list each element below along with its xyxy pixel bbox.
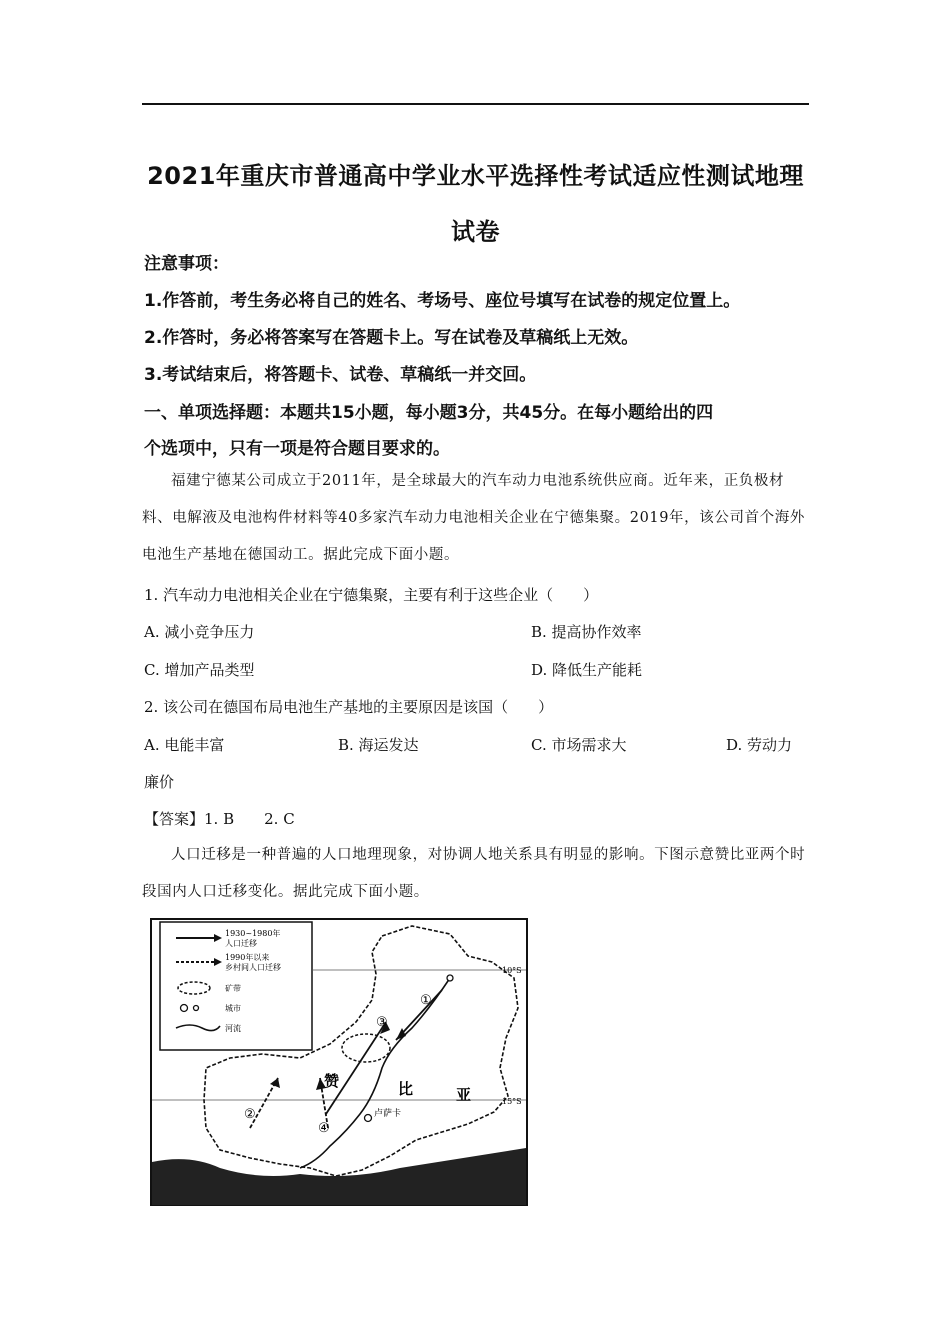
q1-option-b: B. 提高协作效率: [531, 623, 642, 641]
country-char-1: 赞: [324, 1072, 340, 1090]
marker-3: ③: [376, 1015, 388, 1030]
map-graphic: [150, 918, 528, 1206]
legend-migration-1930-sub: 人口迁移: [225, 939, 257, 948]
passage-1: 福建宁德某公司成立于2011年，是全球最大的汽车动力电池系统供应商。近年来，正负极材料、电解液及电池构件材料等40多家汽车动力电池相关企业在宁德集聚。2019年，该公司首个海外电池生产基地在德国动工。据此完成下面小题。: [142, 473, 805, 563]
legend-city-label: 城市: [225, 1004, 241, 1013]
legend-migration-1930-label: 1930~1980年: [225, 929, 281, 938]
latitude-label-10: 10°S: [502, 966, 522, 975]
answer-text: 1. B 2. C: [204, 810, 295, 828]
q1-option-d: D. 降低生产能耗: [531, 661, 643, 679]
q1-option-c: C. 增加产品类型: [144, 661, 255, 679]
country-char-3: 亚: [456, 1086, 472, 1104]
notice-item-1: 1.作答前，考生务必将自己的姓名、考场号、座位号填写在试卷的规定位置上。: [144, 291, 741, 311]
answer-label: 【答案】: [144, 810, 205, 828]
zambia-migration-map: [150, 918, 528, 1206]
marker-2: ②: [244, 1107, 256, 1122]
q2-option-b: B. 海运发达: [338, 736, 419, 754]
notice-heading: 注意事项：: [144, 254, 229, 274]
answer-line: [144, 808, 295, 829]
city-label-lusaka: 卢萨卡: [374, 1109, 402, 1119]
q2-option-d-continued: 廉价: [144, 773, 175, 791]
marker-1: ①: [420, 993, 432, 1008]
q2-stem: 2. 该公司在德国布局电池生产基地的主要原因是该国（ ）: [144, 698, 554, 716]
country-char-2: 比: [398, 1080, 414, 1098]
section-heading-line2: 个选项中，只有一项是符合题目要求的。: [144, 439, 450, 459]
marker-4: ④: [318, 1121, 330, 1136]
top-rule: [142, 103, 809, 105]
notice-item-3: 3.考试结束后，将答题卡、试卷、草稿纸一并交回。: [144, 365, 537, 385]
q2-option-d: D. 劳动力: [726, 736, 793, 754]
latitude-label-15: 15°S: [502, 1097, 522, 1106]
legend-migration-1990-label: 1990年以来: [225, 953, 270, 962]
passage-2: 人口迁移是一种普遍的人口地理现象，对协调人地关系具有明显的影响。下图示意赞比亚两个时段国内人口迁移变化。据此完成下面小题。: [142, 847, 806, 900]
legend-mining-belt-label: 矿带: [225, 984, 241, 993]
section-heading-line1: 一、单项选择题：本题共15小题，每小题3分，共45分。在每小题给出的四: [144, 403, 714, 423]
q2-option-a: A. 电能丰富: [144, 736, 225, 754]
city-marker: [447, 975, 453, 981]
q2-option-c: C. 市场需求大: [531, 736, 627, 754]
legend-river-label: 河流: [225, 1024, 241, 1033]
q1-stem: 1. 汽车动力电池相关企业在宁德集聚，主要有利于这些企业（ ）: [144, 586, 599, 604]
page-title: 2021年重庆市普通高中学业水平选择性考试适应性测试地理试卷: [147, 162, 804, 246]
legend-migration-1990-sub: 乡村间人口迁移: [225, 963, 281, 972]
notice-item-2: 2.作答时，务必将答案写在答题卡上。写在试卷及草稿纸上无效。: [144, 328, 639, 348]
q1-option-a: A. 减小竞争压力: [144, 623, 255, 641]
city-marker: [365, 1115, 372, 1122]
